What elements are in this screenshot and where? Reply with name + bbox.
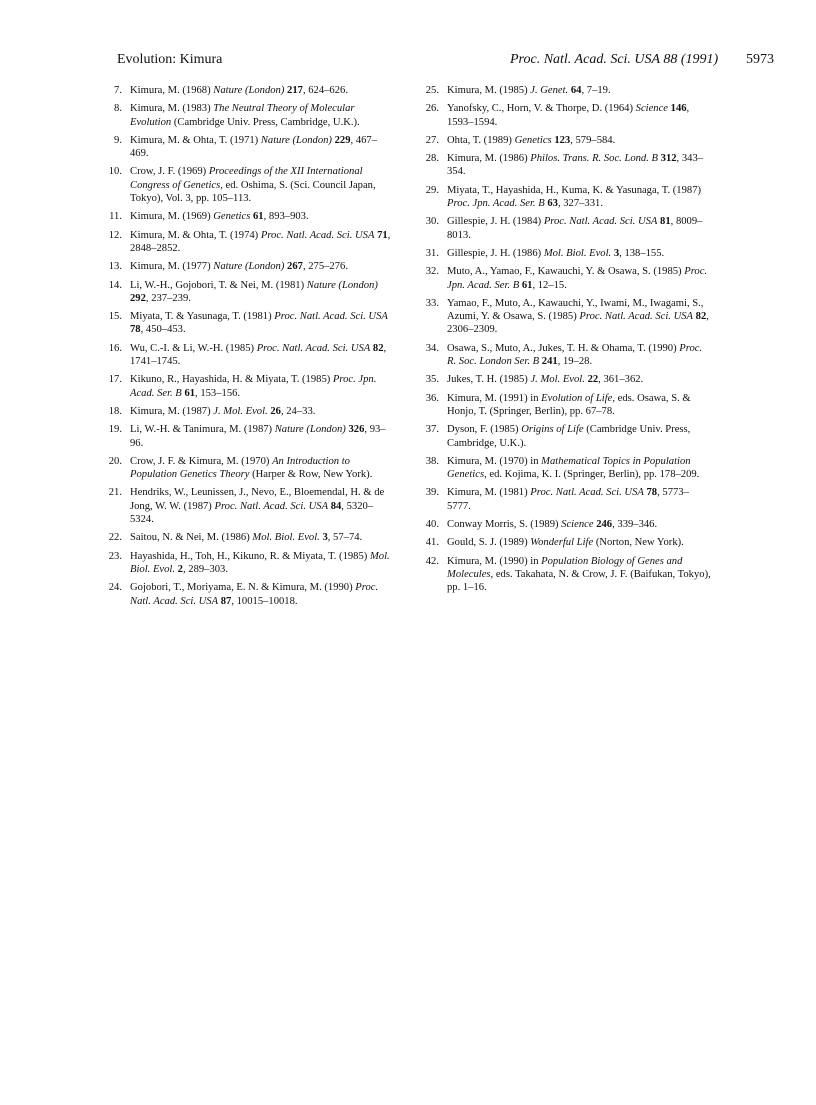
reference-entry (417, 184, 712, 211)
reference-source: Origins of Life (521, 424, 584, 436)
reference-fragment: Yamao, F., Muto, A., Kawauchi, Y., Iwami, M., Iwagami, S., Azumi, Y. & Osawa, S. (1985) (447, 297, 704, 323)
reference-fragment: , 275–276. (302, 261, 348, 273)
reference-text (447, 392, 712, 419)
reference-number: 25. (425, 85, 439, 96)
reference-text (447, 247, 712, 260)
reference-source: Nature (London) (306, 279, 378, 291)
reference-text (130, 405, 395, 418)
reference-text (130, 423, 395, 450)
reference-source: Proc. Natl. Acad. Sci. USA (530, 487, 644, 499)
reference-entry (100, 210, 395, 223)
reference-text (130, 165, 395, 205)
reference-fragment: , 1593–1594. (447, 103, 690, 128)
reference-text (130, 84, 395, 97)
reference-number: 13. (108, 261, 122, 273)
reference-number: 42. (425, 555, 439, 567)
reference-text (447, 152, 712, 179)
reference-fragment: , 138–155. (619, 247, 665, 259)
reference-entry (417, 555, 712, 595)
reference-fragment: Jukes, T. H. (1985) (447, 374, 531, 386)
reference-entry (100, 229, 395, 256)
reference-fragment: Hayashida, H., Toh, H., Kikuno, R. & Miyata, T. (1985) (130, 550, 370, 562)
reference-volume: 123 (554, 134, 571, 146)
reference-fragment: Crow, J. F. & Kimura, M. (1970) (130, 455, 273, 467)
reference-number: 28. (425, 153, 439, 165)
reference-fragment: Kimura, M. (1987) (130, 405, 214, 417)
reference-number: 31. (425, 247, 439, 259)
reference-source: Nature (London) (260, 134, 332, 146)
reference-entry (100, 531, 395, 544)
reference-text (447, 536, 712, 549)
reference-text (130, 279, 395, 306)
reference-fragment: , 339–346. (612, 519, 658, 531)
reference-entry (417, 423, 712, 450)
reference-volume: 326 (348, 424, 365, 436)
reference-fragment: , eds. Takahata, N. & Crow, J. F. (Baifukan, Tokyo), pp. 1–16. (447, 568, 711, 594)
reference-text (447, 265, 712, 292)
reference-text (130, 260, 395, 273)
reference-entry (100, 310, 395, 337)
reference-number: 36. (425, 392, 439, 404)
reference-source: The Neutral Theory of Molecular Evolution (130, 103, 355, 128)
reference-number: 29. (425, 184, 439, 196)
reference-entry (417, 518, 712, 531)
reference-fragment: Miyata, T., Hayashida, H., Kuma, K. & Yasunaga, T. (1987) (447, 184, 702, 196)
journal-citation: Proc. Natl. Acad. Sci. USA 88 (1991) (510, 52, 719, 67)
reference-fragment: , 57–74. (327, 532, 363, 544)
reference-entry (100, 260, 395, 273)
reference-volume: 63 (547, 198, 558, 210)
reference-fragment: , 24–33. (280, 405, 316, 417)
reference-volume: 81 (660, 216, 671, 228)
reference-text (130, 531, 395, 544)
reference-fragment: , 450–453. (140, 324, 186, 336)
reference-text (447, 455, 712, 482)
reference-entry (417, 84, 712, 97)
reference-fragment: , 5773–5777. (447, 487, 689, 512)
reference-fragment: , 237–239. (145, 292, 191, 304)
reference-fragment: Kimura, M. (1977) (130, 261, 214, 273)
reference-source: Proc. Natl. Acad. Sci. USA (579, 311, 693, 323)
reference-text (447, 486, 712, 513)
reference-number: 41. (425, 537, 439, 549)
reference-number: 16. (108, 342, 122, 354)
reference-fragment: , 467–469. (130, 134, 377, 160)
reference-number: 35. (425, 374, 439, 386)
reference-fragment: Crow, J. F. (1969) (130, 166, 209, 178)
reference-text (130, 102, 395, 129)
reference-number: 26. (425, 103, 439, 115)
running-title: Evolution: Kimura (117, 52, 223, 67)
reference-fragment: Ohta, T. (1989) (447, 134, 515, 146)
reference-text (447, 373, 712, 386)
reference-volume: 292 (130, 292, 146, 304)
reference-text (130, 373, 395, 400)
reference-entry (417, 215, 712, 242)
references-left-column (100, 84, 395, 613)
reference-number: 11. (109, 211, 122, 223)
reference-volume: 3 (613, 247, 620, 259)
reference-fragment: Kimura, M. (1970) in (447, 455, 542, 467)
reference-number: 24. (108, 582, 122, 594)
reference-volume: 267 (287, 261, 303, 273)
reference-fragment: Wu, C.-I. & Li, W.-H. (1985) (130, 342, 257, 354)
reference-entry (417, 536, 712, 549)
reference-fragment: , 93–96. (130, 424, 386, 449)
reference-source: Evolution of Life (541, 392, 613, 404)
reference-number: 32. (425, 266, 439, 278)
reference-number: 34. (425, 342, 439, 354)
reference-number: 20. (108, 455, 122, 467)
reference-fragment: Osawa, S., Muto, A., Jukes, T. H. & Ohama, T. (1990) (447, 342, 680, 354)
reference-entry (100, 342, 395, 369)
reference-text (447, 518, 712, 531)
reference-source: Mol. Biol. Evol. (252, 532, 320, 544)
reference-text (447, 102, 712, 129)
reference-volume: 229 (334, 134, 351, 146)
reference-volume: 78 (130, 324, 141, 336)
reference-number: 19. (108, 424, 122, 436)
reference-entry (100, 134, 395, 161)
reference-volume: 87 (220, 595, 232, 607)
reference-number: 39. (425, 487, 439, 499)
reference-volume: 246 (596, 519, 613, 531)
reference-fragment: Kimura, M. (1986) (447, 153, 531, 165)
reference-source: An Introduction to Population Genetics Theory (130, 455, 350, 481)
reference-fragment: Miyata, T. & Yasunaga, T. (1981) (130, 311, 275, 323)
reference-number: 15. (108, 311, 122, 323)
reference-text (130, 229, 395, 256)
reference-number: 10. (108, 166, 122, 178)
reference-source: Proc. Natl. Acad. Sci. USA (260, 229, 375, 241)
reference-volume: 71 (377, 229, 388, 241)
reference-fragment: (Cambridge Univ. Press, Cambridge, U.K.). (447, 424, 691, 449)
reference-number: 18. (108, 405, 122, 417)
reference-fragment: , 5320–5324. (130, 500, 374, 526)
reference-entry (100, 373, 395, 400)
reference-text (130, 134, 395, 161)
reference-fragment: Dyson, F. (1985) (447, 424, 522, 436)
reference-fragment: , 153–156. (195, 387, 241, 399)
reference-fragment: , 8009–8013. (447, 216, 703, 241)
reference-fragment: , 2306–2309. (447, 311, 709, 336)
reference-fragment: Kimura, M. & Ohta, T. (1974) (130, 229, 261, 241)
reference-fragment: Kimura, M. (1968) (130, 85, 214, 96)
reference-source: Proceedings of the XII International Congress of Genetics (130, 166, 363, 191)
reference-source: J. Genet. (530, 85, 569, 96)
reference-source: Nature (London) (274, 424, 346, 436)
reference-fragment: Kimura, M. (1981) (447, 487, 531, 499)
reference-number: 30. (425, 216, 439, 228)
reference-volume: 2 (177, 563, 183, 575)
reference-entry (100, 423, 395, 450)
reference-entry (417, 134, 712, 147)
reference-volume: 146 (670, 103, 687, 115)
reference-volume: 3 (322, 532, 328, 544)
reference-fragment: , 2848–2852. (130, 229, 391, 254)
reference-entry (100, 84, 395, 97)
reference-entry (100, 550, 395, 577)
reference-text (130, 550, 395, 577)
reference-fragment: , 7–19. (581, 85, 611, 96)
reference-volume: 78 (646, 487, 658, 499)
reference-volume: 84 (330, 500, 342, 512)
reference-fragment: (Harper & Row, New York). (249, 469, 373, 481)
reference-source: Genetics (213, 211, 251, 223)
reference-volume: 64 (570, 85, 582, 96)
reference-fragment: Li, W.-H., Gojobori, T. & Nei, M. (1981) (130, 279, 307, 291)
reference-source: Proc. Natl. Acad. Sci. USA (543, 216, 658, 228)
reference-volume: 61 (253, 211, 264, 223)
reference-volume: 82 (695, 311, 707, 323)
reference-source: Wonderful Life (530, 537, 594, 549)
reference-source: Proc. Jpn. Acad. Ser. B (130, 374, 377, 399)
reference-source: J. Mol. Evol. (530, 374, 585, 386)
reference-text (447, 215, 712, 242)
reference-fragment: Kimura, M. (1985) (447, 85, 531, 96)
reference-entry (417, 342, 712, 369)
reference-entry (417, 373, 712, 386)
reference-text (447, 342, 712, 369)
reference-source: Proc. Jpn. Acad. Ser. B (447, 266, 708, 291)
reference-source: Mol. Biol. Evol. (130, 550, 390, 575)
reference-number: 8. (114, 103, 122, 115)
reference-text (130, 455, 395, 482)
reference-volume: 61 (521, 279, 533, 291)
reference-entry (100, 279, 395, 306)
reference-text (447, 184, 712, 211)
reference-source: Mathematical Topics in Population Genetics (447, 455, 691, 481)
reference-number: 37. (425, 424, 439, 436)
reference-source: J. Mol. Evol. (213, 405, 268, 417)
reference-source: Population Biology of Genes and Molecules (447, 555, 683, 580)
reference-entry (417, 247, 712, 260)
references-right-column (417, 84, 712, 600)
reference-volume: 241 (541, 356, 558, 368)
reference-text (447, 555, 712, 595)
reference-fragment: Hendriks, W., Leunissen, J., Nevo, E., Bloemendal, H. & de Jong, W. W. (1987) (130, 487, 385, 512)
reference-source: Proc. Natl. Acad. Sci. USA (256, 342, 371, 354)
reference-fragment: Kimura, M. & Ohta, T. (1971) (130, 134, 261, 146)
reference-entry (100, 165, 395, 205)
reference-entry (100, 486, 395, 526)
reference-entry (417, 152, 712, 179)
reference-text (447, 297, 712, 337)
reference-fragment: , ed. Oshima, S. (Sci. Council Japan, Tokyo), Vol. 3, pp. 105–113. (130, 179, 376, 205)
reference-volume: 26 (270, 405, 281, 417)
reference-fragment: , 10015–10018. (231, 595, 298, 607)
reference-fragment: , 289–303. (182, 563, 228, 575)
reference-number: 9. (114, 134, 122, 146)
reference-fragment: Conway Morris, S. (1989) (447, 519, 562, 531)
reference-volume: 217 (287, 85, 303, 96)
reference-text (130, 486, 395, 526)
reference-source: Proc. Jpn. Acad. Ser. B (447, 198, 545, 210)
reference-fragment: , 12–15. (532, 279, 567, 291)
reference-fragment: , 361–362. (598, 374, 644, 386)
reference-number: 38. (425, 455, 439, 467)
reference-fragment: (Cambridge Univ. Press, Cambridge, U.K.). (171, 116, 360, 128)
reference-fragment: , 624–626. (302, 85, 348, 96)
reference-entry (417, 392, 712, 419)
reference-source: Genetics (514, 134, 552, 146)
reference-fragment: Kimura, M. (1983) (130, 103, 214, 115)
reference-fragment: , 343–354. (447, 153, 704, 178)
reference-fragment: , 19–28. (557, 356, 593, 368)
reference-entry (417, 297, 712, 337)
reference-source: Nature (London) (213, 261, 285, 273)
reference-text (130, 342, 395, 369)
reference-entry (100, 455, 395, 482)
reference-source: Proc. Natl. Acad. Sci. USA (274, 311, 388, 323)
reference-fragment: Li, W.-H. & Tanimura, M. (1987) (130, 424, 275, 436)
reference-fragment: , eds. Osawa, S. & Honjo, T. (Springer, Berlin), pp. 67–78. (447, 392, 691, 417)
reference-entry (417, 102, 712, 129)
reference-fragment: , ed. Kojima, K. I. (Springer, Berlin), pp. 178–209. (484, 469, 700, 481)
reference-entry (417, 486, 712, 513)
reference-text (447, 423, 712, 450)
reference-entry (100, 581, 395, 608)
reference-fragment: Kikuno, R., Hayashida, H. & Miyata, T. (1985) (130, 374, 333, 386)
reference-fragment: , 579–584. (570, 134, 616, 146)
reference-text (130, 581, 395, 608)
page-number: 5973 (746, 52, 774, 67)
reference-volume: 61 (184, 387, 196, 399)
reference-source: Science (561, 519, 594, 531)
reference-source: Proc. R. Soc. London Ser. B (447, 342, 703, 368)
reference-text (130, 210, 395, 223)
reference-source: Philos. Trans. R. Soc. Lond. B (530, 153, 658, 165)
reference-entry (417, 455, 712, 482)
reference-fragment: (Norton, New York). (593, 537, 684, 549)
reference-source: Science (635, 103, 668, 115)
reference-volume: 22 (587, 374, 599, 386)
reference-source: Mol. Biol. Evol. (543, 247, 612, 259)
reference-fragment: Yanofsky, C., Horn, V. & Thorpe, D. (1964) (447, 103, 636, 115)
reference-fragment: Gillespie, J. H. (1984) (447, 216, 544, 228)
reference-number: 14. (108, 279, 122, 291)
reference-volume: 312 (660, 153, 677, 165)
reference-number: 33. (425, 297, 439, 309)
reference-fragment: Kimura, M. (1990) in (447, 555, 542, 567)
reference-number: 7. (114, 85, 122, 96)
reference-volume: 82 (372, 342, 384, 354)
reference-text (447, 134, 712, 147)
reference-source: Proc. Natl. Acad. Sci. USA (214, 500, 329, 512)
reference-number: 23. (108, 550, 122, 562)
reference-fragment: , 893–903. (263, 211, 309, 223)
reference-entry (417, 265, 712, 292)
reference-entry (100, 102, 395, 129)
reference-number: 17. (108, 374, 122, 386)
reference-fragment: Gojobori, T., Moriyama, E. N. & Kimura, M. (1990) (130, 582, 356, 594)
reference-text (130, 310, 395, 337)
reference-fragment: Muto, A., Yamao, F., Kawauchi, Y. & Osawa, S. (1985) (447, 266, 685, 278)
reference-fragment: Saitou, N. & Nei, M. (1986) (130, 532, 253, 544)
reference-fragment: Kimura, M. (1969) (130, 211, 214, 223)
reference-number: 40. (425, 519, 439, 531)
reference-fragment: Gould, S. J. (1989) (447, 537, 531, 549)
reference-number: 27. (425, 134, 439, 146)
reference-entry (100, 405, 395, 418)
reference-fragment: , 1741–1745. (130, 342, 387, 368)
reference-number: 21. (108, 487, 122, 499)
reference-source: Nature (London) (213, 85, 285, 96)
reference-fragment: Kimura, M. (1991) in (447, 392, 542, 404)
reference-text (447, 84, 712, 97)
reference-source: Proc. Natl. Acad. Sci. USA (130, 582, 379, 607)
reference-fragment: , 327–331. (557, 198, 603, 210)
reference-number: 12. (108, 229, 122, 241)
reference-number: 22. (108, 532, 122, 544)
reference-fragment: Gillespie, J. H. (1986) (447, 247, 544, 259)
